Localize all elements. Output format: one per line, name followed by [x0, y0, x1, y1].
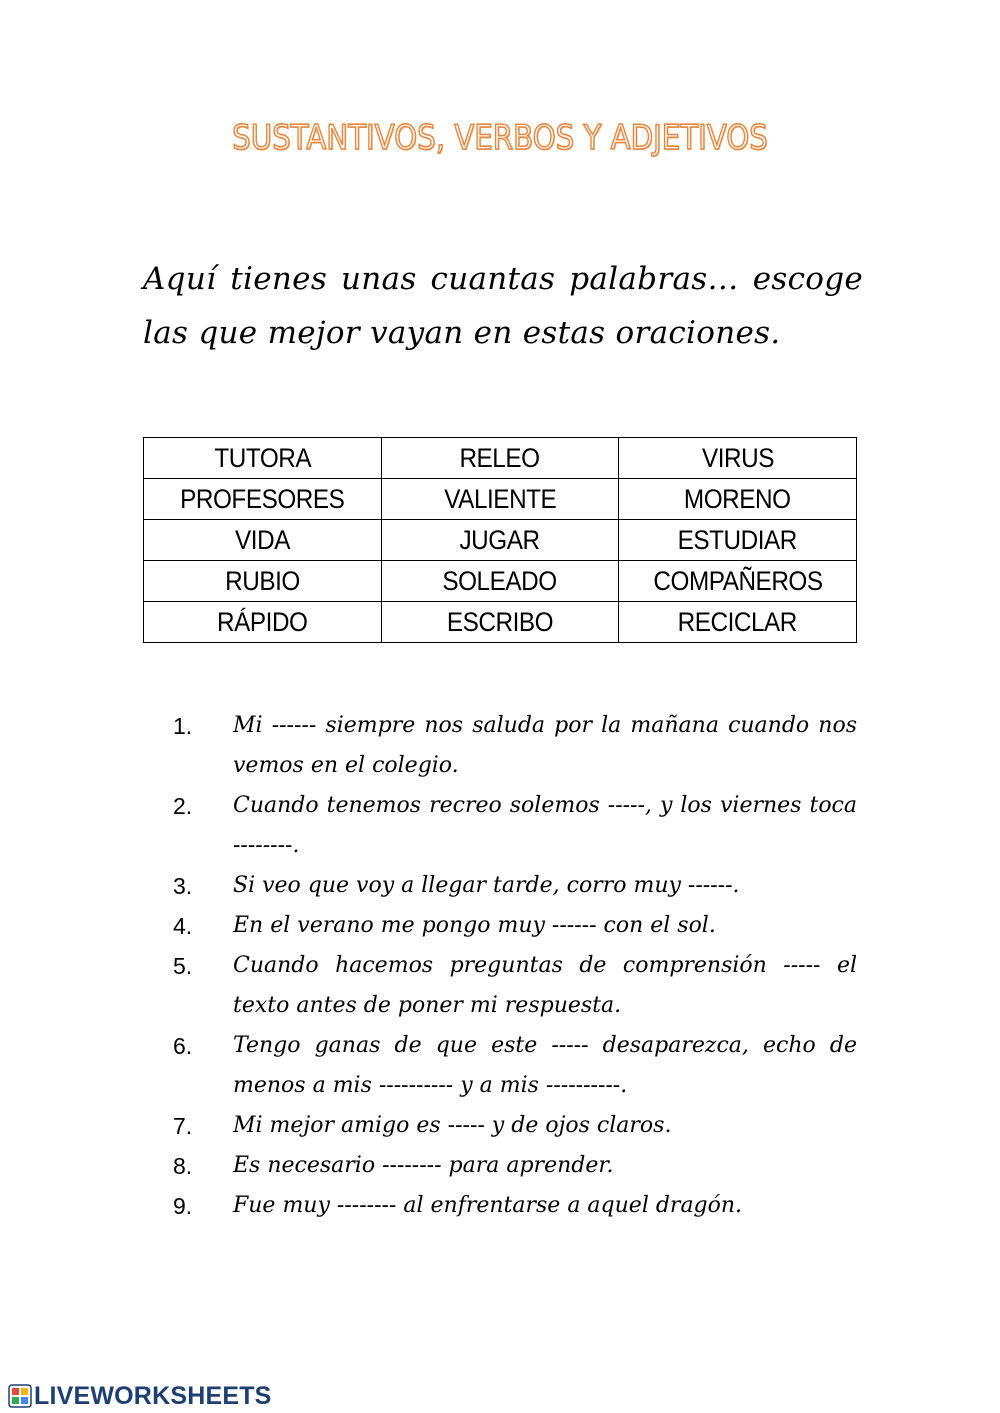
- sentence-number: 2.: [173, 793, 193, 819]
- sentence-number: 7.: [173, 1113, 193, 1139]
- footer-brand[interactable]: [8, 1381, 272, 1411]
- word-cell: RECICLAR: [619, 602, 857, 643]
- sentence-number: 9.: [173, 1193, 193, 1219]
- instructions-text: Aquí tienes unas cuantas palabras… escoge las que mejor vayan en estas oraciones.: [143, 261, 863, 351]
- sentence-text: Mi mejor amigo es ----- y de ojos claros.: [233, 1113, 672, 1138]
- sentence-text: Cuando hacemos preguntas de comprensión ----- el texto antes de poner mi respuesta.: [233, 953, 857, 1018]
- sentence-item: [143, 1186, 857, 1226]
- sentence-item: [143, 1106, 857, 1146]
- word-cell: JUGAR: [381, 520, 619, 561]
- word-table-row: [144, 479, 857, 520]
- word-cell: COMPAÑEROS: [619, 561, 857, 602]
- sentence-number: 3.: [173, 873, 193, 899]
- sentence-item: [143, 946, 857, 1026]
- sentence-text: Mi ------ siempre nos saluda por la mañana cuando nos vemos en el colegio.: [233, 713, 857, 778]
- word-cell: VALIENTE: [381, 479, 619, 520]
- sentence-text: Si veo que voy a llegar tarde, corro muy ------.: [233, 873, 740, 898]
- sentence-text: En el verano me pongo muy ------ con el sol.: [233, 913, 716, 938]
- word-table-row: [144, 520, 857, 561]
- word-table-row: [144, 602, 857, 643]
- word-table: [143, 437, 857, 643]
- word-cell: VIRUS: [619, 438, 857, 479]
- sentence-number: 4.: [173, 913, 193, 939]
- sentence-item: [143, 786, 857, 866]
- word-table-row: [144, 561, 857, 602]
- sentence-text: Es necesario -------- para aprender.: [233, 1153, 614, 1178]
- sentence-item: [143, 706, 857, 786]
- word-cell: SOLEADO: [381, 561, 619, 602]
- page-title: SUSTANTIVOS, VERBOS Y ADJETIVOS: [232, 118, 768, 158]
- word-cell: VIDA: [144, 520, 382, 561]
- sentence-text: Cuando tenemos recreo solemos -----, y los viernes toca --------.: [233, 793, 857, 858]
- word-cell: RELEO: [381, 438, 619, 479]
- sentence-text: Tengo ganas de que este ----- desaparezca, echo de menos a mis ---------- y a mis ----------.: [233, 1033, 857, 1098]
- sentence-item: [143, 1146, 857, 1186]
- footer-brand-text: LIVEWORKSHEETS: [34, 1381, 272, 1410]
- word-cell: ESCRIBO: [381, 602, 619, 643]
- word-cell: PROFESORES: [144, 479, 382, 520]
- word-table-row: [144, 438, 857, 479]
- word-cell: ESTUDIAR: [619, 520, 857, 561]
- word-cell: RÁPIDO: [144, 602, 382, 643]
- sentence-item: [143, 866, 857, 906]
- word-cell: MORENO: [619, 479, 857, 520]
- liveworksheets-logo-icon: [8, 1384, 32, 1408]
- sentence-number: 1.: [173, 713, 193, 739]
- sentence-item: [143, 906, 857, 946]
- word-cell: RUBIO: [144, 561, 382, 602]
- sentence-text: Fue muy -------- al enfrentarse a aquel dragón.: [233, 1193, 743, 1218]
- sentence-number: 5.: [173, 953, 193, 979]
- word-cell: TUTORA: [144, 438, 382, 479]
- sentence-list: [143, 706, 857, 1226]
- sentence-item: [143, 1026, 857, 1106]
- sentence-number: 6.: [173, 1033, 193, 1059]
- sentence-number: 8.: [173, 1153, 193, 1179]
